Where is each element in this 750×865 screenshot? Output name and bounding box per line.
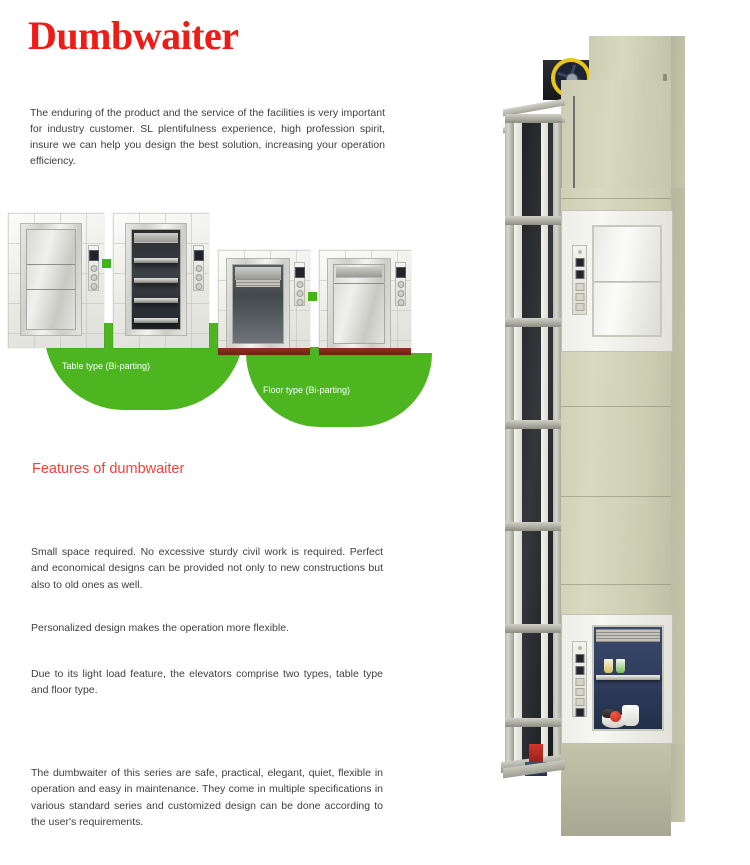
- call-button[interactable]: [90, 283, 97, 290]
- features-heading: Features of dumbwaiter: [32, 461, 185, 477]
- call-button[interactable]: [296, 290, 303, 297]
- door-parting-line: [334, 283, 384, 284]
- call-button[interactable]: [90, 274, 97, 281]
- door-leaf-closed: [333, 264, 385, 344]
- car-shelf: [134, 258, 178, 263]
- upper-door-parting-line: [594, 281, 660, 283]
- car-shelf: [134, 318, 178, 323]
- call-button[interactable]: [195, 274, 202, 281]
- product-gallery: [0, 205, 430, 445]
- feature-paragraph: Due to its light load feature, the elevators comprise two types, table type and floor type.: [31, 668, 383, 697]
- hall-call-button[interactable]: [575, 258, 584, 267]
- upper-landing-door-assembly[interactable]: [561, 210, 673, 352]
- hall-call-button[interactable]: [575, 654, 584, 663]
- hall-indicator-dot: [578, 646, 582, 650]
- call-button[interactable]: [296, 281, 303, 288]
- hall-call-button[interactable]: [575, 270, 584, 279]
- car-roller-shutter: [596, 629, 660, 642]
- door-parting-line: [27, 289, 75, 290]
- call-button[interactable]: [397, 299, 404, 306]
- callout-floor-type-label: Floor type (Bi-parting): [263, 385, 351, 395]
- frame-cross-brace: [505, 522, 562, 531]
- hall-indicator: [575, 283, 584, 291]
- page-title: Dumbwaiter: [28, 13, 239, 58]
- gallery-connector-square: [308, 292, 317, 301]
- floor-threshold: [218, 348, 310, 355]
- lower-landing-opening: [592, 625, 664, 731]
- frame-cross-brace: [505, 718, 562, 727]
- photo-floor-type-closed[interactable]: [319, 250, 411, 355]
- hall-indicator-dot: [578, 250, 582, 254]
- hall-indicator: [575, 678, 584, 686]
- hall-indicator: [575, 293, 584, 301]
- machine-room-side-face: [671, 36, 685, 200]
- door-frame: [125, 223, 187, 336]
- call-panel-display: [194, 250, 204, 261]
- car-shelf: [596, 675, 660, 680]
- car-opening: [131, 229, 181, 330]
- feature-paragraph: Small space required. No excessive sturdy civil work is required. Perfect and economical designs can be provided not only to new constructions but also to old ones as well.: [31, 546, 383, 591]
- hall-indicator: [575, 698, 584, 706]
- hall-indicator: [575, 303, 584, 311]
- guide-rail-face: [541, 114, 548, 766]
- car-shelf: [134, 278, 178, 283]
- door-parting-line: [27, 264, 75, 265]
- frame-cross-brace: [505, 114, 562, 123]
- car-lintel: [134, 233, 178, 243]
- frame-cross-brace: [505, 624, 562, 633]
- call-button[interactable]: [195, 265, 202, 272]
- hoistway-enclosure-side: [671, 188, 685, 763]
- call-button[interactable]: [397, 290, 404, 297]
- car-shelf: [134, 298, 178, 303]
- door-frame: [327, 258, 391, 350]
- dumbwaiter-shaft-illustration: [495, 18, 745, 848]
- photo-floor-type-open[interactable]: [218, 250, 310, 355]
- call-panel[interactable]: [294, 262, 305, 306]
- roller-shutter: [236, 279, 280, 287]
- call-panel[interactable]: [88, 245, 99, 291]
- floor-threshold: [319, 348, 411, 355]
- enclosure-panel-seam: [561, 584, 671, 585]
- machine-room-cabinet-face: [561, 80, 683, 200]
- call-button[interactable]: [296, 299, 303, 306]
- call-panel[interactable]: [193, 245, 204, 291]
- frame-cross-brace: [505, 420, 562, 429]
- frame-cross-brace: [505, 216, 562, 225]
- hall-indicator: [575, 688, 584, 696]
- call-button[interactable]: [397, 281, 404, 288]
- red-food-item: [610, 711, 621, 722]
- door-frame: [20, 223, 82, 336]
- lower-hall-call-panel[interactable]: [572, 641, 587, 717]
- call-panel[interactable]: [395, 262, 406, 306]
- door-frame: [226, 258, 290, 350]
- cup-yellow: [604, 659, 613, 673]
- feature-paragraph: Personalized design makes the operation more flexible.: [31, 622, 289, 634]
- hall-emergency-button[interactable]: [575, 708, 584, 717]
- shaft-pit-side: [671, 744, 685, 822]
- guide-rail-face: [514, 114, 522, 766]
- car-lintel: [336, 267, 382, 278]
- car-opening: [232, 264, 284, 344]
- machine-room-latch-icon: [663, 74, 667, 81]
- gallery-connector-square: [102, 259, 111, 268]
- enclosure-panel-seam: [561, 198, 671, 199]
- call-panel-display: [295, 267, 305, 278]
- enclosure-panel-seam: [561, 496, 671, 497]
- shaft-pit-base: [561, 744, 671, 836]
- guide-rail-post-outer: [505, 114, 514, 766]
- hall-call-button[interactable]: [575, 666, 584, 675]
- photo-table-type-closed[interactable]: [8, 213, 104, 348]
- cup-green: [616, 659, 625, 673]
- door-leaf-closed: [26, 229, 76, 330]
- upper-hall-call-panel[interactable]: [572, 245, 587, 315]
- call-panel-display: [396, 267, 406, 278]
- call-button[interactable]: [195, 283, 202, 290]
- frame-cross-brace: [505, 318, 562, 327]
- feature-paragraph: The dumbwaiter of this series are safe, practical, elegant, quiet, flexible in operation and easy in maintenance. They come in multiple specifications in various standard series and customized design can be done according to the user's requirements.: [31, 767, 383, 828]
- callout-table-type-label: Table type (Bi-parting): [62, 361, 151, 371]
- intro-paragraph: The enduring of the product and the service of the facilities is very important for industry customer. SL plentifulness experience, high profession spirit, insure we can help you design the best solution, increasing your operation efficiency.: [30, 107, 385, 167]
- call-panel-display: [89, 250, 99, 261]
- lower-landing-door-assembly[interactable]: [561, 614, 673, 744]
- photo-table-type-open[interactable]: [113, 213, 209, 348]
- call-button[interactable]: [90, 265, 97, 272]
- upper-landing-opening: [592, 225, 662, 337]
- enclosure-panel-seam: [561, 406, 671, 407]
